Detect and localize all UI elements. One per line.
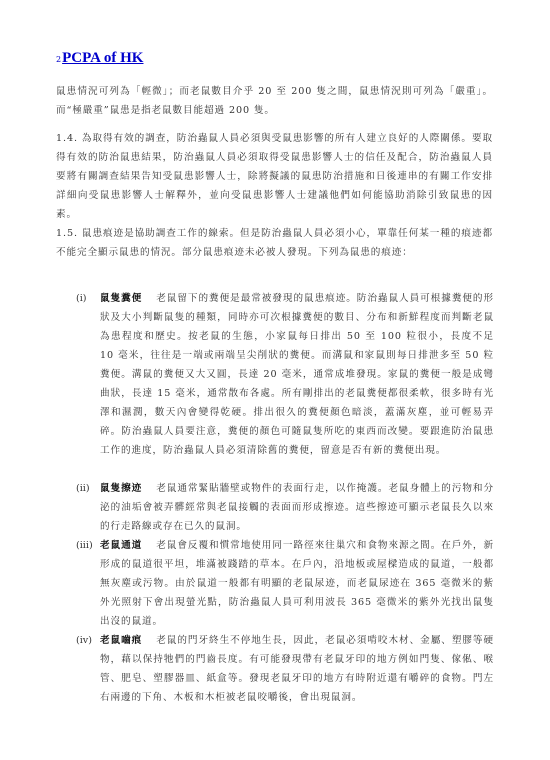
list-item-heading: 鼠隻擦迹 [100, 483, 143, 494]
section-1-4-paragraph: 1.4. 為取得有效的調查，防治蟲鼠人員必須與受鼠患影響的所有人建立良好的人際關係。要取得有效的防治鼠患結果，防治蟲鼠人員必須取得受鼠患影響人士的信任及配合，防治蟲鼠人員要將有關調查結果告知受鼠患影響人士，除將擬議的鼠患防治措施和日後連串的有關工作安排詳細向受鼠患影響人士解釋外，並向受鼠患影響人士建議他們如何能協助消除引致鼠患的因素。 [56, 133, 493, 220]
list-item-text: 老鼠的門牙終生不停地生長，因此，老鼠必須啃咬木材、金屬、塑膠等硬物，藉以保持牠們的門齒長度。有可能發現帶有老鼠牙印的地方例如門隻、傢俬、喉管、肥皂、塑膠器皿、紙盒等。發現老鼠牙印的地方有時附近還有嚼碎的食物。門左右兩邊的下角、木板和木柜被老鼠咬嚼後，會出現鼠洞。 [100, 635, 494, 703]
list-item-heading: 老鼠通道 [100, 540, 143, 551]
document-header [56, 50, 143, 67]
header-title[interactable]: PCPA of HK [62, 50, 144, 66]
list-marker: (iv) [76, 635, 92, 646]
list-item-text: 老鼠會反覆和慣常地使用同一路徑來往巢穴和食物來源之間。在戶外，新形成的鼠道很平坦，堆滿被踐踏的草本。在戶內，沿地板或屋樑造成的鼠道，一般都無灰塵或污物。由於鼠道一般都有明顯的老鼠尿迹，而老鼠尿迹在 365 毫微米的紫外光照射下會出現螢光點，防治蟲鼠人員可利用波長 365 毫微米的紫外光找出鼠隻出沒的鼠道。 [100, 540, 494, 627]
list-item-heading: 鼠隻糞便 [100, 293, 143, 304]
list-item-body [100, 479, 494, 536]
header-number: 2 [56, 55, 62, 64]
list-item-text: 老鼠留下的糞便是最常被發現的鼠患痕迹。防治蟲鼠人員可根據糞便的形狀及大小判斷鼠隻的種類，同時亦可次根據糞便的數目、分布和新鮮程度而判斷老鼠為患程度和歷史。按老鼠的生態，小家鼠每日排出 50 至 100 粒很小，長度不足 10 毫米，往往是一端或兩端呈尖削狀的糞便。而溝鼠和家鼠則每日排泄多至 50 粒糞便。溝鼠的糞便又大又圓，長達 20 毫米，通常成堆發現。家鼠的糞便一般是成彎曲狀，長達 15 毫米，通常散布各處。所有剛排出的老鼠糞便都很柔軟，很多時有光澤和濕潤，數天內會變得乾硬。排出很久的糞便顏色暗淡，蓋滿灰塵，並可輕易弄碎。防治蟲鼠人員要注意，糞便的顏色可隨鼠隻所吃的東西而改變。要跟進防治鼠患工作的進度，防治蟲鼠人員必須清除舊的糞便，留意是否有新的糞便出現。 [100, 293, 494, 456]
list-marker: (ii) [76, 483, 90, 494]
list-item-body [100, 289, 494, 460]
list-item-body [100, 536, 494, 631]
list-marker: (i) [76, 293, 87, 304]
intro-paragraph: 鼠患情況可列為「輕微」；而老鼠數目介乎 20 至 200 隻之間，鼠患情況則可列為「嚴重」。而“極嚴重”鼠患是指老鼠數目能超過 200 隻。 [56, 86, 493, 116]
list-item-text: 老鼠通常緊貼牆壁或物件的表面行走，以作掩護。老鼠身體上的污物和分泌的油垢會被弄髒經常與老鼠接觸的表面而形成擦迹。這些擦迹可顯示老鼠長久以來的行走路線或存在已久的鼠洞。 [100, 483, 494, 532]
section-1-5-paragraph: 1.5. 鼠患痕迹是協助調查工作的線索。但是防治蟲鼠人員必須小心，單靠任何某一種的痕迹都不能完全顯示鼠患的情況。部分鼠患痕迹未必被人發現。下列為鼠患的痕迹： [56, 228, 493, 258]
list-marker: (iii) [76, 540, 93, 551]
list-item-heading: 老鼠嚙痕 [100, 635, 143, 646]
list-item-body [100, 631, 494, 707]
